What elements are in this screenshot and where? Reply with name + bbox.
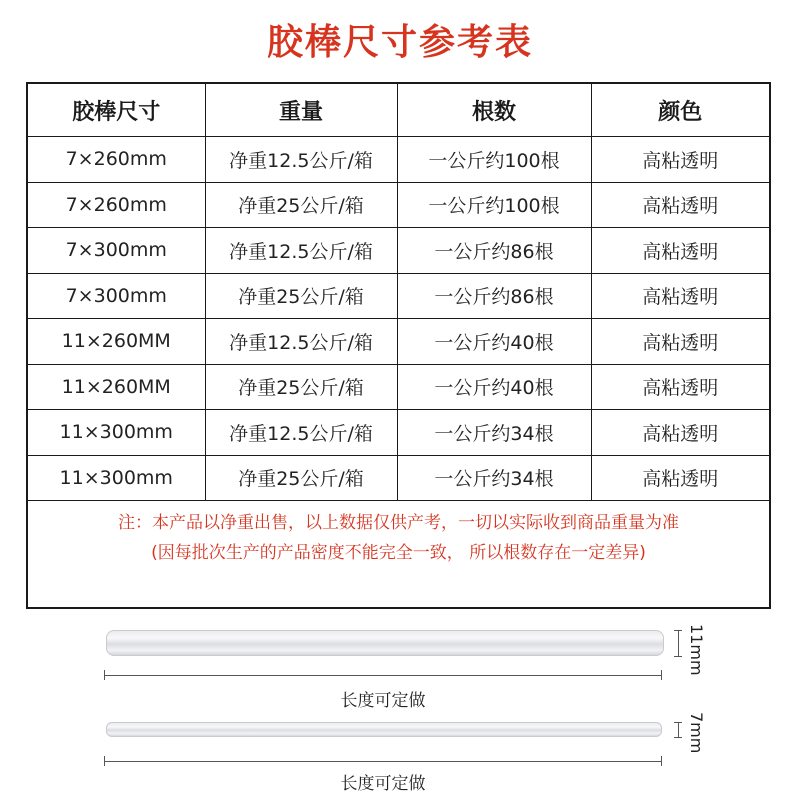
cell-weight: 净重12.5公斤/箱 <box>205 228 397 274</box>
cell-weight: 净重12.5公斤/箱 <box>205 319 397 365</box>
spec-table <box>28 84 769 501</box>
page-title: 胶棒尺寸参考表 <box>266 22 533 63</box>
diameter-cap-bottom <box>674 656 682 657</box>
header-weight: 重量 <box>205 84 397 137</box>
table-row <box>28 273 769 319</box>
cell-size: 7×300mm <box>28 228 205 274</box>
disclaimer-note <box>28 508 769 568</box>
cell-color: 高粘透明 <box>591 364 769 410</box>
cell-weight: 净重12.5公斤/箱 <box>205 410 397 456</box>
cell-size: 11×260MM <box>28 319 205 365</box>
cell-size: 11×300mm <box>28 455 205 501</box>
cell-color: 高粘透明 <box>591 410 769 456</box>
table-row <box>28 182 769 228</box>
diameter-cap-top <box>674 722 682 723</box>
diameter-marker-7mm <box>678 722 679 737</box>
diameter-cap-bottom <box>674 737 682 738</box>
diameter-label-11mm: 11mm <box>687 624 706 676</box>
length-tick-left <box>104 670 105 680</box>
cell-size: 7×260mm <box>28 182 205 228</box>
note-line-2: (因每批次生产的产品密度不能完全一致， 所以根数存在一定差异) <box>151 543 646 563</box>
table-row <box>28 319 769 365</box>
length-line-thin <box>104 761 662 762</box>
length-label-thick: 长度可定做 <box>340 691 426 711</box>
cell-color: 高粘透明 <box>591 455 769 501</box>
glue-stick-7mm-image <box>106 722 662 737</box>
cell-weight: 净重12.5公斤/箱 <box>205 137 397 183</box>
cell-count: 一公斤约40根 <box>397 364 591 410</box>
cell-count: 一公斤约34根 <box>397 455 591 501</box>
cell-color: 高粘透明 <box>591 273 769 319</box>
cell-color: 高粘透明 <box>591 228 769 274</box>
cell-size: 11×260MM <box>28 364 205 410</box>
header-color: 颜色 <box>591 84 769 137</box>
note-line-1: 注：本产品以净重出售，以上数据仅供产考，一切以实际收到商品重量为准 <box>118 513 679 533</box>
spec-table-frame <box>26 82 771 609</box>
table-row <box>28 137 769 183</box>
cell-color: 高粘透明 <box>591 182 769 228</box>
cell-weight: 净重25公斤/箱 <box>205 273 397 319</box>
cell-size: 7×260mm <box>28 137 205 183</box>
diameter-label-7mm: 7mm <box>687 712 706 754</box>
header-size: 胶棒尺寸 <box>28 84 205 137</box>
length-tick-left <box>104 756 105 766</box>
table-header-row <box>28 84 769 137</box>
cell-color: 高粘透明 <box>591 319 769 365</box>
length-line-thick <box>104 675 662 676</box>
glue-stick-11mm-image <box>106 630 664 656</box>
header-count: 根数 <box>397 84 591 137</box>
table-row <box>28 455 769 501</box>
cell-size: 7×300mm <box>28 273 205 319</box>
cell-weight: 净重25公斤/箱 <box>205 182 397 228</box>
table-row <box>28 364 769 410</box>
cell-weight: 净重25公斤/箱 <box>205 364 397 410</box>
cell-count: 一公斤约100根 <box>397 137 591 183</box>
length-label-thin: 长度可定做 <box>340 774 426 794</box>
table-row <box>28 410 769 456</box>
cell-color: 高粘透明 <box>591 137 769 183</box>
cell-count: 一公斤约86根 <box>397 273 591 319</box>
length-tick-right <box>661 756 662 766</box>
diameter-marker-11mm <box>678 630 679 656</box>
cell-size: 11×300mm <box>28 410 205 456</box>
length-tick-right <box>661 670 662 680</box>
cell-count: 一公斤约100根 <box>397 182 591 228</box>
cell-weight: 净重25公斤/箱 <box>205 455 397 501</box>
cell-count: 一公斤约40根 <box>397 319 591 365</box>
cell-count: 一公斤约86根 <box>397 228 591 274</box>
table-row <box>28 228 769 274</box>
cell-count: 一公斤约34根 <box>397 410 591 456</box>
diameter-cap-top <box>674 630 682 631</box>
